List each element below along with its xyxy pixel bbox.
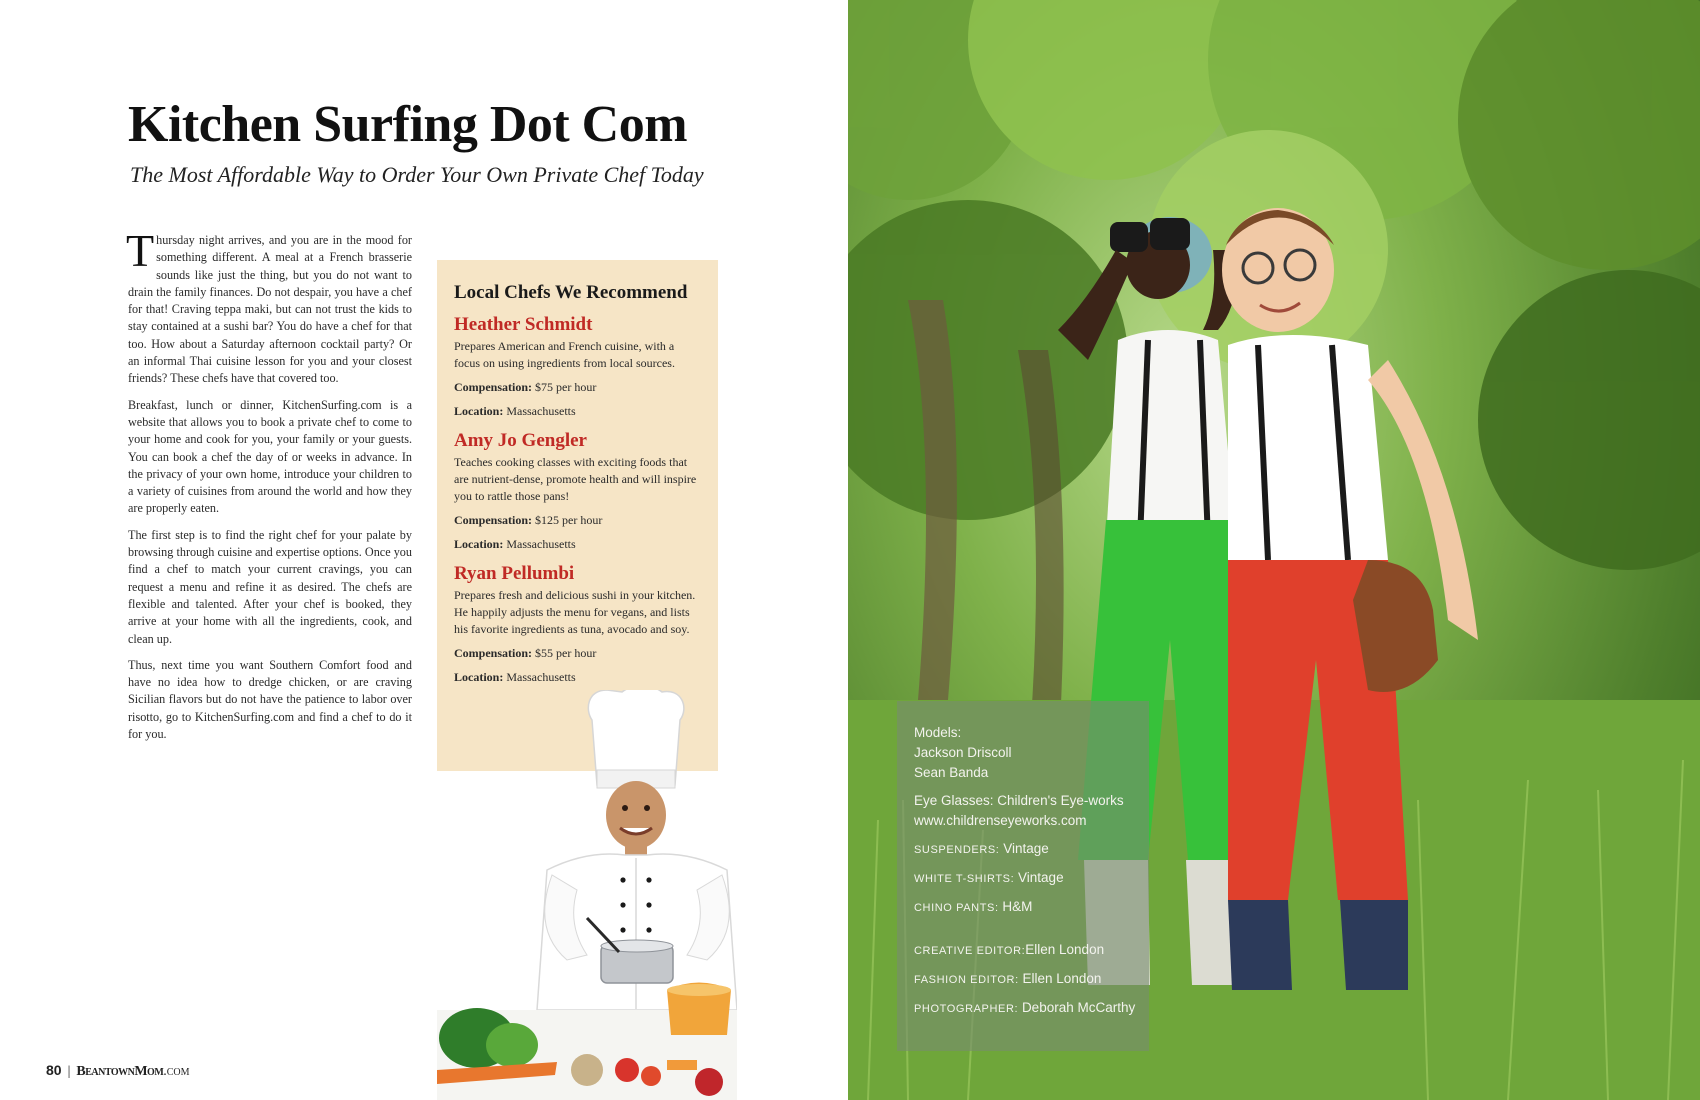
fashion-editor-credit (914, 969, 1149, 990)
photo-credits-box (897, 701, 1149, 1051)
models-label: Models: (914, 725, 962, 740)
paragraph-2: Breakfast, lunch or dinner, KitchenSurfing.com is a website that allows you to book a private chef to come to your home and cook for you, your family or your guests. You can book a chef the day of or weeks in advance. In the privacy of your own home, introduce your children to a variety of cuisines from around the world and how they are properly eaten. (128, 397, 412, 516)
right-page-photo (848, 0, 1700, 1100)
compensation-value: $125 per hour (535, 513, 603, 527)
compensation-label: Compensation: (454, 380, 533, 394)
page-number: 80 (46, 1062, 62, 1078)
model-name: Jackson Driscoll (914, 745, 1012, 760)
location-label: Location: (454, 537, 504, 551)
chef-name: Ryan Pellumbi (454, 563, 575, 584)
chef-description: Prepares fresh and delicious sushi in your kitchen. He happily adjusts the menu for vegans, and lists his favorite ingredients as tuna, avocado and soy. (454, 588, 696, 636)
chef-name: Heather Schmidt (454, 314, 593, 335)
fashion-editor-label: FASHION EDITOR: (914, 974, 1019, 986)
glasses-url: www.childrenseyeworks.com (914, 813, 1087, 828)
chef-entry (454, 314, 702, 420)
paragraph-3: The first step is to find the right chef for your palate by browsing through cuisine and expertise options. Once you find a chef to match your current cravings, you can request a menu and refine it as desired. The chefs are flexible and talented. After your chef is booked, they arrive at your home with all the ingredients, cook, and clean up. (128, 527, 412, 646)
tshirts-label: WHITE T-SHIRTS: (914, 873, 1015, 885)
article-title: Kitchen Surfing Dot Com (128, 96, 688, 153)
chef-description: Prepares American and French cuisine, with a focus on using ingredients from local sources. (454, 339, 675, 370)
glasses-credit (914, 791, 1149, 811)
paragraph-4: Thus, next time you want Southern Comfort food and have no idea how to dredge chicken, or are craving Sicilian flavors but do not have the patience to labor over risotto, go to KitchenSurfing.com and find a chef to do it for you. (128, 657, 412, 742)
suspenders-value: Vintage (1003, 841, 1049, 856)
location-value: Massachusetts (506, 537, 576, 551)
photographer-value: Deborah McCarthy (1021, 1000, 1136, 1015)
chef-compensation (454, 379, 702, 396)
article-body (126, 225, 412, 752)
fashion-editor-value: Ellen London (1022, 971, 1102, 986)
chef-name: Amy Jo Gengler (454, 430, 587, 451)
location-label: Location: (454, 670, 504, 684)
location-value: Massachusetts (506, 404, 576, 418)
footer-brand: BeantownMom (76, 1064, 164, 1079)
pants-value: H&M (1002, 899, 1033, 914)
suspenders-credit (914, 839, 1149, 860)
chef-entry (454, 563, 702, 686)
location-value: Massachusetts (506, 670, 576, 684)
suspenders-label: SUSPENDERS: (914, 844, 1000, 856)
compensation-value: $55 per hour (535, 646, 597, 660)
footer-domain: .com (163, 1064, 190, 1079)
drop-cap: T (126, 225, 155, 276)
chef-location (454, 403, 702, 420)
creative-editor-label: CREATIVE EDITOR: (914, 945, 1026, 957)
compensation-label: Compensation: (454, 646, 533, 660)
paragraph-1-text: hursday night arrives, and you are in the mood for something different. A meal at a French brasserie sounds like just the thing, but you do not want to drain the family finances. Do not despair, you have a chef for that! Craving teppa maki, but can not trust the kids to stay contained at a sushi bar? You do have a chef for that too. How about a Saturday afternoon cocktail party? Or an informal Thai cuisine lesson for you and your closest friends? These chefs have that covered too. (128, 233, 412, 386)
chef-compensation (454, 645, 702, 662)
chef-location (454, 536, 702, 553)
pants-label: CHINO PANTS: (914, 902, 999, 914)
sidebar-title: Local Chefs We Recommend (454, 282, 688, 303)
left-page (0, 0, 848, 1100)
chef-photo (437, 690, 737, 1100)
photographer-credit (914, 998, 1149, 1019)
footer-separator: | (67, 1064, 71, 1079)
chef-location (454, 669, 702, 686)
compensation-label: Compensation: (454, 513, 533, 527)
location-label: Location: (454, 404, 504, 418)
creative-editor-value: Ellen London (1025, 942, 1105, 957)
paragraph-1 (126, 225, 412, 388)
photographer-label: PHOTOGRAPHER: (914, 1003, 1019, 1015)
tshirts-credit (914, 868, 1149, 889)
glasses-value: Children's Eye-works (997, 793, 1124, 808)
page-footer (46, 1062, 190, 1080)
chef-compensation (454, 512, 702, 529)
creative-editor-credit (914, 940, 1149, 961)
glasses-label: Eye Glasses: (914, 793, 994, 808)
article-subtitle: The Most Affordable Way to Order Your Own Private Chef Today (130, 162, 704, 187)
chef-description: Teaches cooking classes with exciting foods that are nutrient-dense, promote health and will inspire you to rattle those pans! (454, 455, 697, 503)
tshirts-value: Vintage (1018, 870, 1064, 885)
compensation-value: $75 per hour (535, 380, 597, 394)
chef-entry (454, 430, 702, 553)
pants-credit (914, 897, 1149, 918)
model-name: Sean Banda (914, 765, 989, 780)
